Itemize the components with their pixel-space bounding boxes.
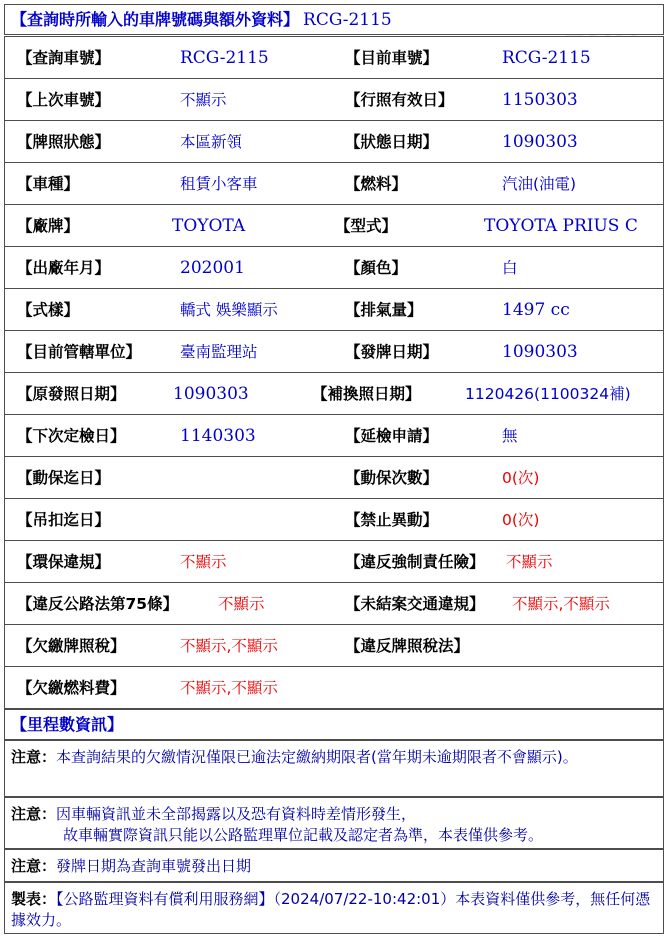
data-row (4, 582, 664, 625)
field-label: 【動保迄日】 (17, 469, 111, 487)
field-label: 【延檢申請】 (345, 427, 439, 445)
field-label: 【廠牌】 (17, 217, 80, 235)
data-row (4, 120, 664, 163)
footer-label: 製表： (11, 890, 57, 908)
mileage-title: 【里程數資訊】 (11, 715, 124, 734)
field-value: 不顯示,不顯示 (180, 637, 278, 655)
field-label: 【禁止異動】 (345, 511, 439, 529)
footer-note (4, 882, 664, 934)
note-label: 注意： (11, 805, 57, 823)
field-value: 1090303 (173, 384, 249, 404)
field-value: 汽油(油電) (502, 175, 577, 193)
field-value: 0(次) (502, 469, 540, 487)
field-label: 【欠繳燃料費】 (17, 679, 126, 697)
field-label: 【補換照日期】 (312, 385, 421, 403)
note-label: 注意： (11, 857, 57, 875)
field-label: 【燃料】 (345, 175, 408, 193)
field-value: 0(次) (502, 511, 540, 529)
field-label: 【目前管轄單位】 (17, 343, 142, 361)
field-label: 【牌照狀態】 (17, 133, 111, 151)
field-value: 1150303 (502, 90, 578, 110)
field-label: 【式樣】 (17, 301, 80, 319)
field-label: 【顏色】 (345, 259, 408, 277)
field-label: 【原發照日期】 (17, 385, 126, 403)
field-label: 【未結案交通違規】 (345, 595, 485, 613)
field-value: 不顯示,不顯示 (512, 595, 610, 613)
field-value: 1140303 (180, 426, 256, 446)
data-row (4, 288, 664, 331)
field-label: 【車種】 (17, 175, 80, 193)
note-2 (4, 797, 664, 849)
data-row (4, 372, 664, 415)
data-row (4, 498, 664, 541)
field-label: 【違反公路法第75條】 (17, 595, 179, 613)
field-value: 1090303 (502, 132, 578, 152)
field-value: 租賃小客車 (180, 175, 258, 193)
field-value: 不顯示,不顯示 (180, 679, 278, 697)
query-header-plate: RCG-2115 (303, 10, 392, 30)
field-value: 不顯示 (218, 595, 265, 613)
data-row (4, 456, 664, 499)
note-label: 注意： (11, 748, 57, 766)
field-value: RCG-2115 (180, 48, 269, 68)
field-value: TOYOTA (172, 216, 246, 236)
footer-text: 【公路監理資料有償利用服務網】（2024/07/22-10:42:01）本表資料僅供參考，無任何憑據效力。 (11, 890, 651, 929)
mileage-section-title (4, 709, 664, 740)
field-value: RCG-2115 (502, 48, 591, 68)
data-row (4, 414, 664, 457)
field-label: 【吊扣迄日】 (17, 511, 111, 529)
field-value: 1497 cc (502, 300, 570, 320)
field-label: 【查詢車號】 (17, 49, 111, 67)
field-value: 1120426(1100324補) (465, 385, 631, 403)
field-value: 臺南監理站 (180, 343, 258, 361)
field-label: 【欠繳牌照稅】 (17, 637, 126, 655)
data-row (4, 624, 664, 667)
field-value: 無 (502, 427, 518, 445)
query-header (4, 4, 664, 35)
field-label: 【違反牌照稅法】 (345, 637, 470, 655)
query-header-title: 【查詢時所輸入的車牌號碼與額外資料】 (11, 10, 300, 29)
data-row (4, 162, 664, 205)
field-label: 【狀態日期】 (345, 133, 439, 151)
field-label: 【目前車號】 (345, 49, 439, 67)
field-value: 不顯示 (506, 553, 553, 571)
note-text: 故車輛實際資訊只能以公路監理單位記載及認定者為準，本表僅供參考。 (63, 826, 544, 844)
field-label: 【下次定檢日】 (17, 427, 126, 445)
field-label: 【發牌日期】 (345, 343, 439, 361)
field-value: 白 (502, 259, 518, 277)
note-text: 本查詢結果的欠繳情況僅限已逾法定繳納期限者(當年期未逾期限者不會顯示)。 (56, 748, 578, 766)
note-3 (4, 849, 664, 882)
data-row (4, 78, 664, 121)
note-text: 發牌日期為查詢車號發出日期 (56, 857, 252, 875)
field-value: 本區新領 (180, 133, 243, 151)
note-1 (4, 740, 664, 797)
field-label: 【上次車號】 (17, 91, 111, 109)
data-row (4, 204, 664, 247)
field-value: TOYOTA PRIUS C (484, 216, 638, 236)
field-label: 【型式】 (335, 217, 398, 235)
field-label: 【排氣量】 (345, 301, 423, 319)
data-row (4, 330, 664, 373)
data-row (4, 666, 664, 709)
field-label: 【出廠年月】 (17, 259, 111, 277)
field-value: 1090303 (502, 342, 578, 362)
field-label: 【環保違規】 (17, 553, 111, 571)
data-row (4, 36, 664, 79)
data-row (4, 540, 664, 583)
field-label: 【行照有效日】 (345, 91, 454, 109)
field-value: 不顯示 (180, 91, 227, 109)
note-text: 因車輛資訊並未全部揭露以及恐有資料時差情形發生， (56, 805, 417, 823)
data-row (4, 246, 664, 289)
field-value: 不顯示 (180, 553, 227, 571)
field-label: 【違反強制責任險】 (345, 553, 485, 571)
field-label: 【動保次數】 (345, 469, 439, 487)
field-value: 202001 (180, 258, 245, 278)
field-value: 轎式 娛樂顯示 (180, 301, 278, 319)
report-frame (4, 4, 664, 934)
